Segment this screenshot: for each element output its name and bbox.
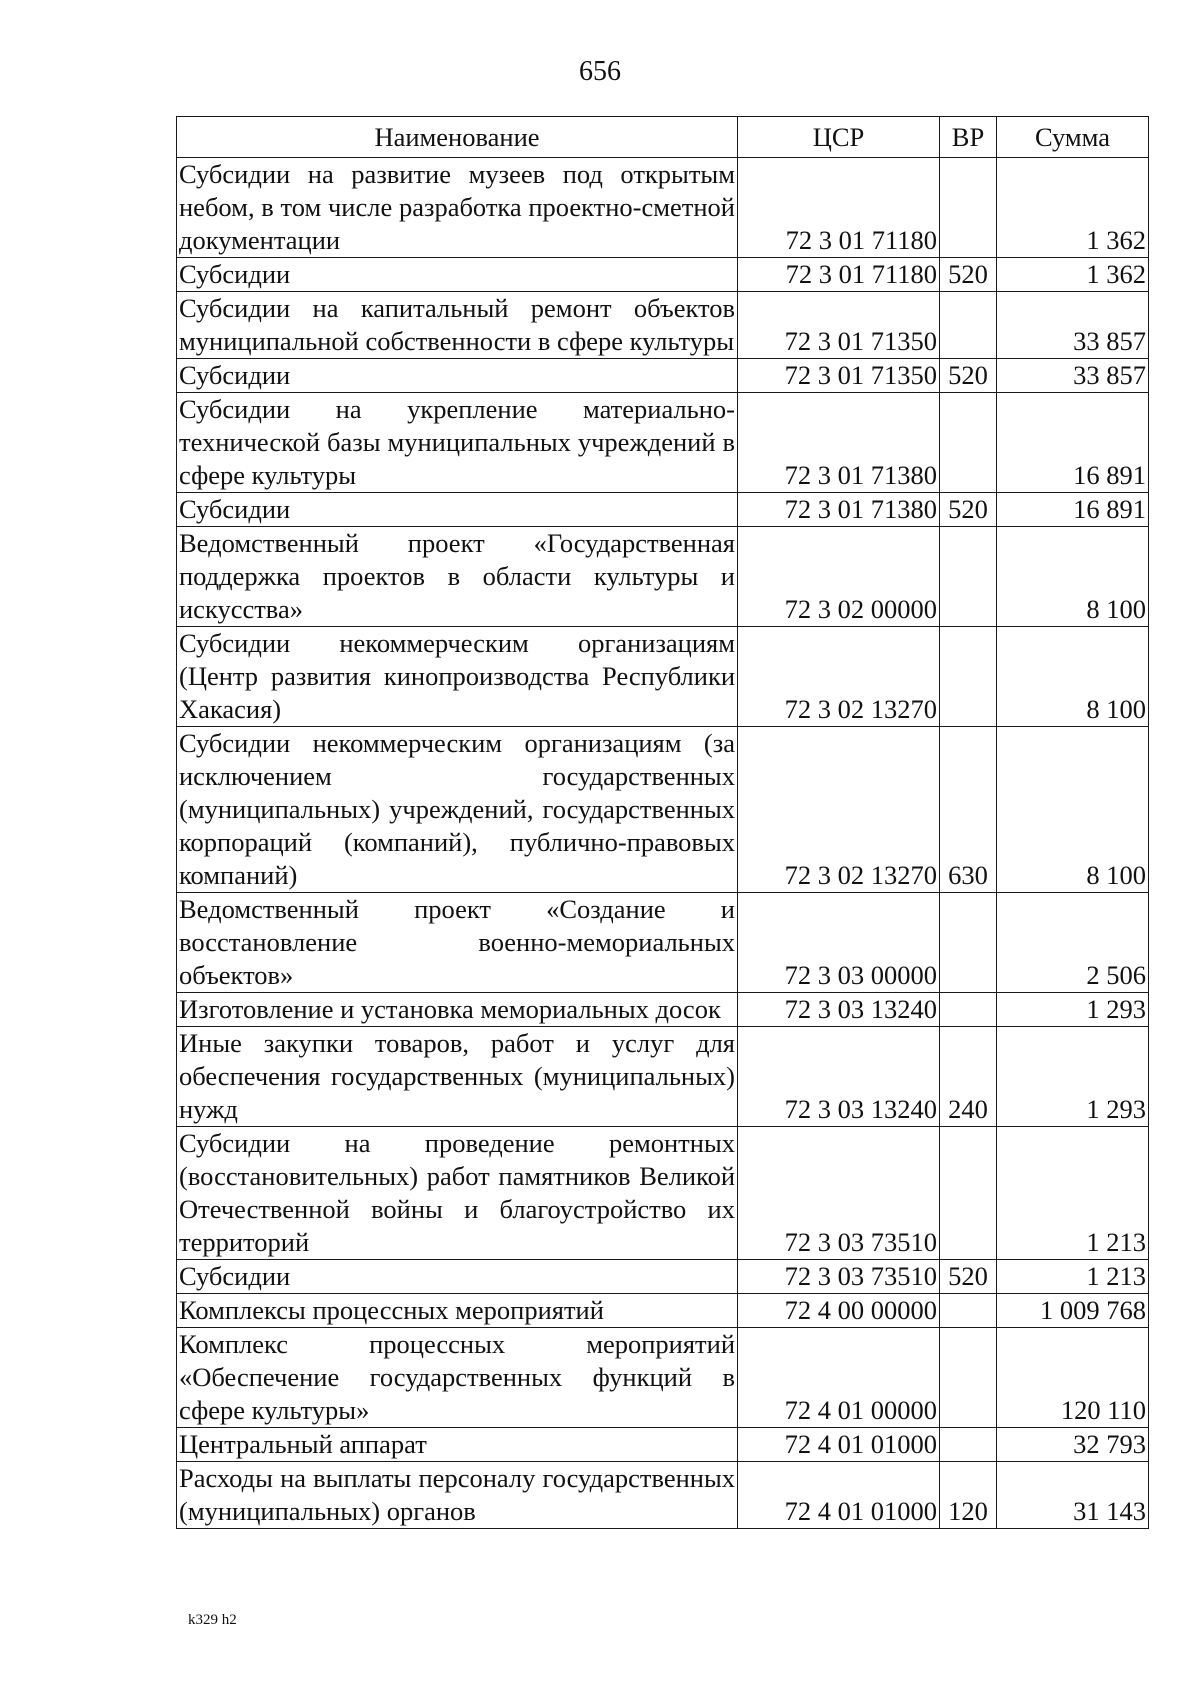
row-vr — [940, 292, 997, 359]
row-sum: 8 100 — [997, 627, 1149, 727]
row-sum: 16 891 — [997, 493, 1149, 527]
row-csr: 72 3 03 13240 — [738, 1027, 940, 1127]
row-name: Иные закупки товаров, работ и услуг для обеспечения государственных (муниципальных) нужд — [177, 1027, 738, 1127]
row-sum: 2 506 — [997, 893, 1149, 993]
table-row — [177, 359, 1149, 393]
row-vr — [940, 1294, 997, 1328]
row-csr: 72 3 03 73510 — [738, 1260, 940, 1294]
row-vr: 520 — [940, 258, 997, 292]
row-sum: 1 362 — [997, 158, 1149, 258]
row-sum: 1 213 — [997, 1260, 1149, 1294]
table-row — [177, 292, 1149, 359]
row-csr: 72 3 03 73510 — [738, 1127, 940, 1260]
row-sum: 8 100 — [997, 527, 1149, 627]
row-sum: 8 100 — [997, 727, 1149, 893]
page-number: 656 — [579, 56, 621, 87]
table-row — [177, 393, 1149, 493]
row-name: Центральный аппарат — [177, 1428, 738, 1462]
row-vr — [940, 158, 997, 258]
row-vr: 520 — [940, 1260, 997, 1294]
row-vr — [940, 627, 997, 727]
row-csr: 72 3 03 13240 — [738, 993, 940, 1027]
table-row — [177, 527, 1149, 627]
header-sum: Сумма — [997, 117, 1149, 158]
table-row — [177, 1127, 1149, 1260]
row-name: Субсидии некоммерческим организациям (за исключением государственных (муниципальных) учреждений, государственных корпораций (компаний), публично-правовых компаний) — [177, 727, 738, 893]
header-name: Наименование — [177, 117, 738, 158]
row-csr: 72 3 02 13270 — [738, 727, 940, 893]
row-vr: 520 — [940, 359, 997, 393]
row-name: Ведомственный проект «Государственная поддержка проектов в области культуры и искусства» — [177, 527, 738, 627]
row-name: Субсидии некоммерческим организациям (Центр развития кинопроизводства Республики Хакасия) — [177, 627, 738, 727]
row-sum: 120 110 — [997, 1328, 1149, 1428]
row-sum: 16 891 — [997, 393, 1149, 493]
row-csr: 72 3 01 71380 — [738, 493, 940, 527]
row-vr — [940, 893, 997, 993]
row-name: Ведомственный проект «Создание и восстановление военно-мемориальных объектов» — [177, 893, 738, 993]
row-name: Субсидии — [177, 493, 738, 527]
row-csr: 72 3 03 00000 — [738, 893, 940, 993]
row-sum: 33 857 — [997, 359, 1149, 393]
row-csr: 72 3 02 00000 — [738, 527, 940, 627]
row-vr — [940, 1328, 997, 1428]
row-vr: 520 — [940, 493, 997, 527]
table-row — [177, 1462, 1149, 1529]
row-vr: 120 — [940, 1462, 997, 1529]
footer-code: k329 h2 — [188, 1612, 237, 1628]
row-csr: 72 3 02 13270 — [738, 627, 940, 727]
table-row — [177, 993, 1149, 1027]
row-name: Комплекс процессных мероприятий «Обеспечение государственных функций в сфере культуры» — [177, 1328, 738, 1428]
row-sum: 1 362 — [997, 258, 1149, 292]
table-header-row — [177, 117, 1149, 158]
table-row — [177, 1260, 1149, 1294]
budget-table — [176, 116, 1149, 1529]
row-vr — [940, 1428, 997, 1462]
table-row — [177, 627, 1149, 727]
header-csr: ЦСР — [738, 117, 940, 158]
table-row — [177, 258, 1149, 292]
row-name: Комплексы процессных мероприятий — [177, 1294, 738, 1328]
row-csr: 72 4 01 01000 — [738, 1428, 940, 1462]
row-csr: 72 3 01 71350 — [738, 292, 940, 359]
row-sum: 1 293 — [997, 1027, 1149, 1127]
table-row — [177, 1294, 1149, 1328]
row-sum: 1 213 — [997, 1127, 1149, 1260]
table-row — [177, 158, 1149, 258]
row-vr: 630 — [940, 727, 997, 893]
row-name: Изготовление и установка мемориальных досок — [177, 993, 738, 1027]
table-row — [177, 1027, 1149, 1127]
row-sum: 1 009 768 — [997, 1294, 1149, 1328]
row-csr: 72 3 01 71180 — [738, 158, 940, 258]
row-csr: 72 3 01 71380 — [738, 393, 940, 493]
row-vr — [940, 393, 997, 493]
row-csr: 72 3 01 71350 — [738, 359, 940, 393]
row-name: Субсидии на проведение ремонтных (восстановительных) работ памятников Великой Отечественной войны и благоустройство их территорий — [177, 1127, 738, 1260]
table-row — [177, 893, 1149, 993]
row-name: Субсидии на укрепление материально-технической базы муниципальных учреждений в сфере культуры — [177, 393, 738, 493]
row-vr — [940, 1127, 997, 1260]
table-row — [177, 493, 1149, 527]
row-name: Субсидии — [177, 258, 738, 292]
row-vr: 240 — [940, 1027, 997, 1127]
table-row — [177, 727, 1149, 893]
row-sum: 1 293 — [997, 993, 1149, 1027]
row-sum: 33 857 — [997, 292, 1149, 359]
row-vr — [940, 527, 997, 627]
row-sum: 31 143 — [997, 1462, 1149, 1529]
row-csr: 72 3 01 71180 — [738, 258, 940, 292]
row-csr: 72 4 00 00000 — [738, 1294, 940, 1328]
row-name: Расходы на выплаты персоналу государственных (муниципальных) органов — [177, 1462, 738, 1529]
row-sum: 32 793 — [997, 1428, 1149, 1462]
row-name: Субсидии — [177, 1260, 738, 1294]
row-csr: 72 4 01 00000 — [738, 1328, 940, 1428]
row-name: Субсидии на капитальный ремонт объектов муниципальной собственности в сфере культуры — [177, 292, 738, 359]
row-name: Субсидии на развитие музеев под открытым небом, в том числе разработка проектно-сметной документации — [177, 158, 738, 258]
header-vr: ВР — [940, 117, 997, 158]
row-csr: 72 4 01 01000 — [738, 1462, 940, 1529]
row-name: Субсидии — [177, 359, 738, 393]
table-row — [177, 1428, 1149, 1462]
table-row — [177, 1328, 1149, 1428]
row-vr — [940, 993, 997, 1027]
